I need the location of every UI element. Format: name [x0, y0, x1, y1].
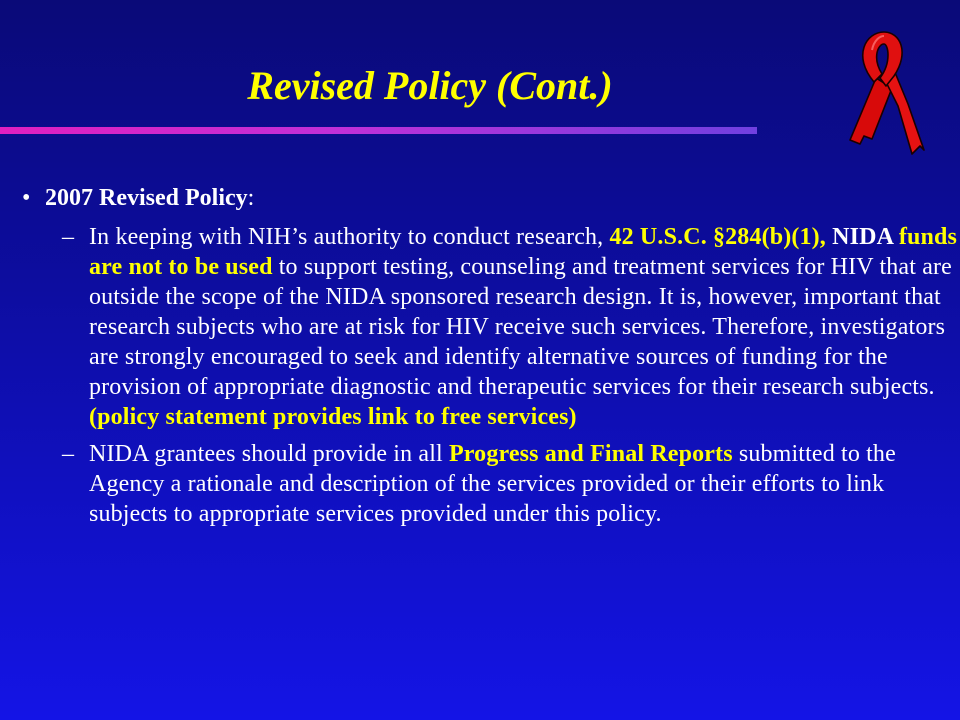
sub-item-reports [62, 439, 960, 529]
title-underline-bar [0, 127, 757, 134]
highlight-statute: 42 U.S.C. §284(b)(1), [609, 224, 833, 250]
highlight-funds: funds are not to be used [89, 224, 958, 280]
sub-marker: – [62, 441, 75, 467]
bullet-label: 2007 Revised Policy [45, 185, 248, 211]
bullet-marker: • [22, 185, 31, 211]
text-run: NIDA grantees should provide in all [89, 441, 449, 467]
bullet-text [45, 183, 254, 213]
sub-marker: – [62, 224, 75, 250]
highlight-policy-statement: (policy statement provides link to free services) [89, 404, 577, 430]
bold-nida: NIDA [832, 224, 899, 250]
sub-text [89, 439, 960, 529]
text-run: submitted to the Agency a rationale and description of the services provided or their efforts to link subjects to appropriate services provided under this policy. [89, 441, 896, 527]
highlight-reports: Progress and Final Reports [449, 441, 733, 467]
red-awareness-ribbon-icon [842, 28, 926, 156]
slide-body [22, 183, 960, 536]
sub-item-policy [62, 222, 960, 432]
text-run: In keeping with NIH’s authority to conduct research, [89, 224, 610, 250]
bullet-item [22, 183, 960, 213]
bullet-suffix: : [247, 185, 255, 211]
slide-title: Revised Policy (Cont.) [247, 63, 613, 108]
sub-text [89, 222, 960, 432]
text-run: to support testing, counseling and treatment services for HIV that are outside the scope of the NIDA sponsored research design. It is, however, important that research subjects who are at risk for HIV receive such services. Therefore, investigators are strongly encouraged to seek and identify alternative sources of funding for the provision of appropriate diagnostic and therapeutic services for their research subjects. [89, 254, 952, 400]
